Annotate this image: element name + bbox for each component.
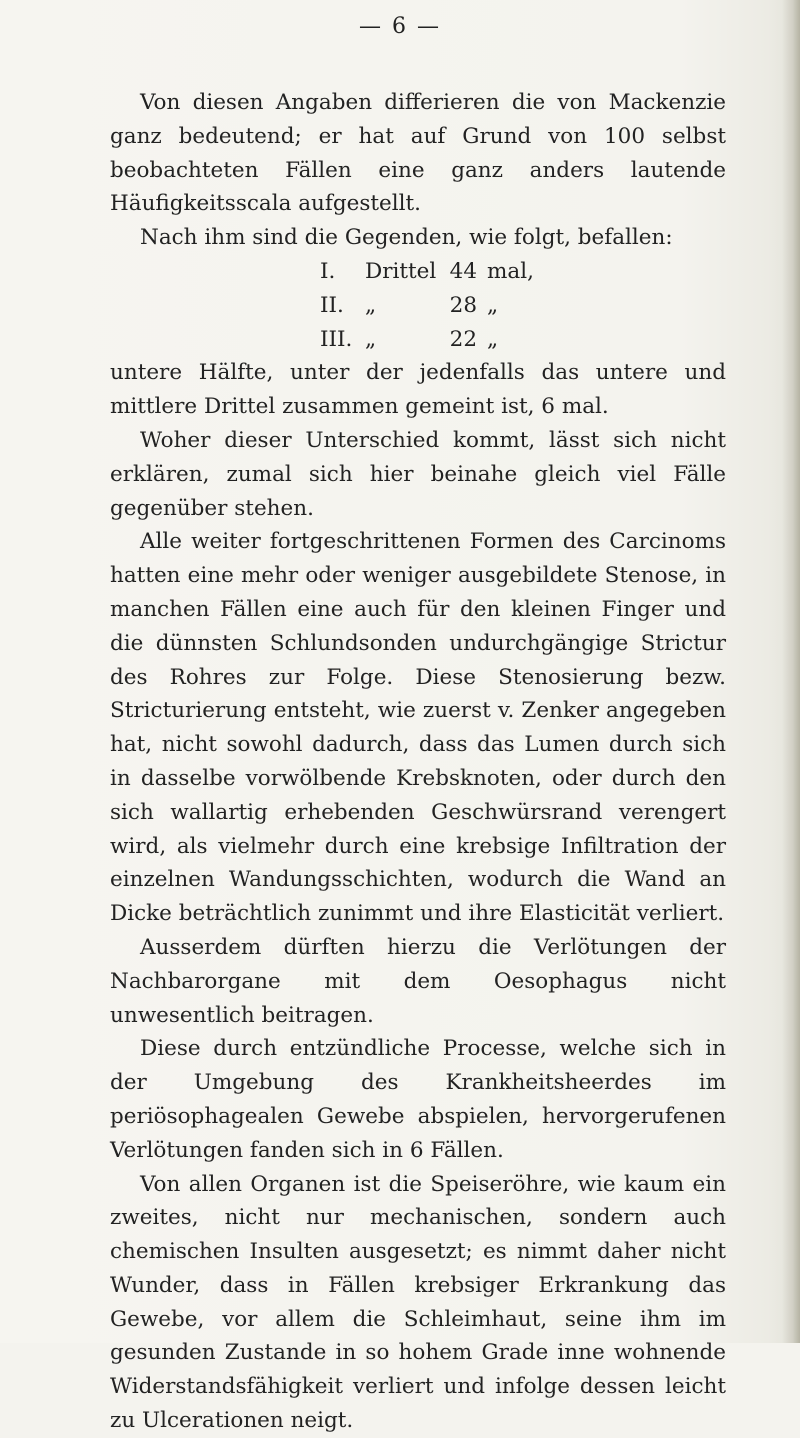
row-count: 44	[449, 258, 477, 284]
paragraph-speiseroehre: Von allen Organen ist die Speiseröhre, wie kaum ein zweites, nicht nur mechanischen, sondern auch chemischen Insulten ausgesetzt; es nimmt daher nicht Wunder, dass in Fällen krebsiger Erkrankung das Gewebe, vor allem die Schleimhaut, seine ihm im gesunden Zustande in so hohem Grade inne wohnende Widerstandsfähigkeit verliert und infolge dessen leicht zu Ulcerationen neigt.	[110, 1171, 726, 1434]
paragraph-mackenzie: Von diesen Angaben differieren die von Mackenzie ganz bedeutend; er hat auf Grund von 100 selbst beobachteten Fällen eine ganz anders lautende Häufigkeitsscala aufgestellt.	[110, 90, 726, 217]
paragraph-gegenden: Nach ihm sind die Gegenden, wie folgt, befallen:	[140, 225, 673, 251]
paragraph-untere-haelfte: untere Hälfte, unter der jedenfalls das untere und mittlere Drittel zusammen gemeint ist, 6 mal.	[110, 360, 726, 420]
row-roman: II.	[320, 292, 344, 318]
table-row	[110, 289, 726, 323]
row-roman: I.	[320, 258, 336, 284]
frequency-table	[110, 255, 726, 356]
paragraph-processe: Diese durch entzündliche Processe, welche sich in der Umgebung des Krankheitsheerdes im periösophagealen Gewebe abspielen, hervorgerufenen Verlötungen fanden sich in 6 Fällen.	[110, 1036, 726, 1163]
page-number: — 6 —	[359, 14, 441, 39]
row-unit: mal,	[487, 258, 534, 284]
row-word: Drittel	[365, 258, 437, 284]
page-edge-shadow	[782, 0, 800, 1343]
row-count: 28	[449, 292, 477, 318]
row-unit: „	[487, 326, 499, 352]
row-word: „	[365, 326, 377, 352]
table-row	[110, 255, 726, 289]
page-body	[110, 86, 726, 1438]
row-word: „	[365, 292, 377, 318]
paragraph-stenose: Alle weiter fortgeschrittenen Formen des Carcinoms hatten eine mehr oder weniger ausgebildete Stenose, in manchen Fällen eine auch für den kleinen Finger und die dünnsten Schlundsonden undurchgängige Strictur des Rohres zur Folge. Diese Stenosierung bezw. Stricturierung entsteht, wie zuerst v. Zenker angegeben hat, nicht sowohl dadurch, dass das Lumen durch sich in dasselbe vorwölbende Krebsknoten, oder durch den sich wallartig erhebenden Geschwürsrand verengert wird, als vielmehr durch eine krebsige Infiltration der einzelnen Wandungsschichten, wodurch die Wand an Dicke beträchtlich zunimmt und ihre Elasticität verliert.	[110, 529, 726, 927]
paragraph-unterschied: Woher dieser Unterschied kommt, lässt sich nicht erklären, zumal sich hier beinahe gleich viel Fälle gegenüber stehen.	[110, 427, 726, 521]
row-unit: „	[487, 292, 499, 318]
row-roman: III.	[320, 326, 353, 352]
paragraph-verloetungen: Ausserdem dürften hierzu die Verlötungen der Nachbarorgane mit dem Oesophagus nicht unwesentlich beitragen.	[110, 934, 726, 1028]
table-row	[110, 323, 726, 357]
row-count: 22	[449, 326, 477, 352]
